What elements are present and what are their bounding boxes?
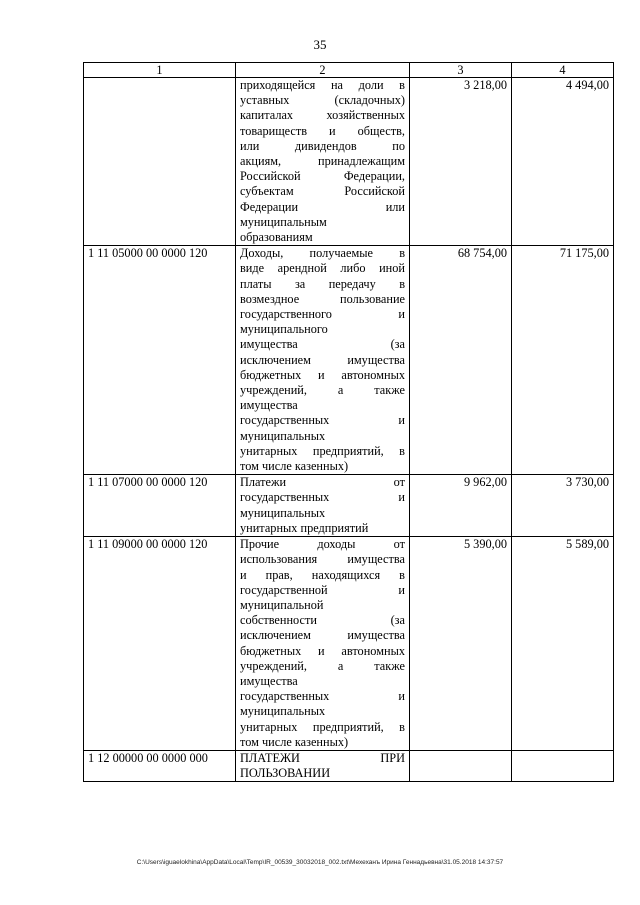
table-row (84, 475, 614, 537)
income-name-line: муниципальных (240, 428, 326, 443)
income-name-line: Прочие доходы от (240, 537, 405, 552)
income-name (236, 78, 410, 246)
income-name-line: государственных и (240, 490, 405, 505)
income-name-line: муниципальной (240, 597, 324, 612)
income-name-line: исключением имущества (240, 352, 405, 367)
income-name (236, 246, 410, 475)
amount-col-4: 3 730,00 (512, 475, 614, 537)
table-row (84, 78, 614, 246)
income-name-line: государственных и (240, 689, 405, 704)
amount-col-3 (410, 750, 512, 781)
income-name-line: том числе казенных) (240, 734, 349, 749)
amount-col-3: 68 754,00 (410, 246, 512, 475)
amount-col-3: 5 390,00 (410, 537, 512, 751)
income-name (236, 537, 410, 751)
classification-code: 1 12 00000 00 0000 000 (84, 750, 236, 781)
income-name-line: имущества (240, 673, 298, 688)
income-name-line: собственности (за (240, 613, 405, 628)
income-name-line: муниципального (240, 322, 328, 337)
table-row (84, 750, 614, 781)
amount-col-4: 5 589,00 (512, 537, 614, 751)
income-name-line: Платежи от (240, 475, 405, 490)
income-name-line: или дивидендов по (240, 138, 405, 153)
income-name-line: Федерации или (240, 199, 405, 214)
income-name-line: унитарных предприятий, в (240, 443, 405, 458)
income-name-line: бюджетных и автономных (240, 367, 405, 382)
income-name-line: государственной и (240, 582, 405, 597)
income-name-line: капиталах хозяйственных (240, 108, 405, 123)
table-row (84, 246, 614, 475)
classification-code: 1 11 07000 00 0000 120 (84, 475, 236, 537)
income-name-line: приходящейся на доли в (240, 78, 405, 92)
income-name-line: унитарных предприятий (240, 520, 369, 535)
income-name-line: государственных и (240, 413, 405, 428)
income-name-line: субъектам Российской (240, 184, 405, 199)
income-name-line: товариществ и обществ, (240, 123, 405, 138)
income-name-line: ПОЛЬЗОВАНИИ (240, 766, 331, 781)
income-name-line: унитарных предприятий, в (240, 719, 405, 734)
income-name-line: муниципальным (240, 214, 327, 229)
income-name-line: учреждений, а также (240, 658, 405, 673)
classification-code (84, 78, 236, 246)
income-name-line: муниципальных (240, 505, 326, 520)
income-name-line: и прав, находящихся в (240, 567, 405, 582)
amount-col-4 (512, 750, 614, 781)
table-row (84, 537, 614, 751)
column-header-4: 4 (512, 63, 614, 78)
income-name-line: использования имущества (240, 552, 405, 567)
income-name-line: имущества (240, 398, 298, 413)
income-name-line: том числе казенных) (240, 459, 349, 474)
income-name-line: бюджетных и автономных (240, 643, 405, 658)
amount-col-4: 4 494,00 (512, 78, 614, 246)
table-header-row (84, 63, 614, 78)
income-name-line: имущества (за (240, 337, 405, 352)
income-name-line: государственного и (240, 307, 405, 322)
page-number: 35 (313, 37, 327, 52)
income-name (236, 750, 410, 781)
income-name-line: Доходы, получаемые в (240, 246, 405, 261)
column-header-3: 3 (410, 63, 512, 78)
budget-table (83, 62, 614, 782)
classification-code: 1 11 05000 00 0000 120 (84, 246, 236, 475)
income-name-line: платы за передачу в (240, 276, 405, 291)
classification-code: 1 11 09000 00 0000 120 (84, 537, 236, 751)
file-path-footer: C:\Users\iguaelokhina\AppData\Local\Temp\IR_00539_30032018_002.txt\Мехеханъ Ирина Геннадьевна\31.05.2018 14:37:57 (136, 859, 504, 866)
amount-col-3: 3 218,00 (410, 78, 512, 246)
income-name-line: исключением имущества (240, 628, 405, 643)
amount-col-4: 71 175,00 (512, 246, 614, 475)
income-name-line: учреждений, а также (240, 383, 405, 398)
amount-col-3: 9 962,00 (410, 475, 512, 537)
income-name (236, 475, 410, 537)
income-name-line: виде арендной либо иной (240, 261, 405, 276)
income-name-line: муниципальных (240, 704, 326, 719)
income-name-line: акциям, принадлежащим (240, 154, 405, 169)
income-name-line: возмездное пользование (240, 291, 405, 306)
income-name-line: ПЛАТЕЖИ ПРИ (240, 750, 405, 765)
income-name-line: образованиям (240, 230, 313, 245)
income-name-line: Российской Федерации, (240, 169, 405, 184)
column-header-1: 1 (84, 63, 236, 78)
column-header-2: 2 (236, 63, 410, 78)
income-name-line: уставных (складочных) (240, 93, 405, 108)
